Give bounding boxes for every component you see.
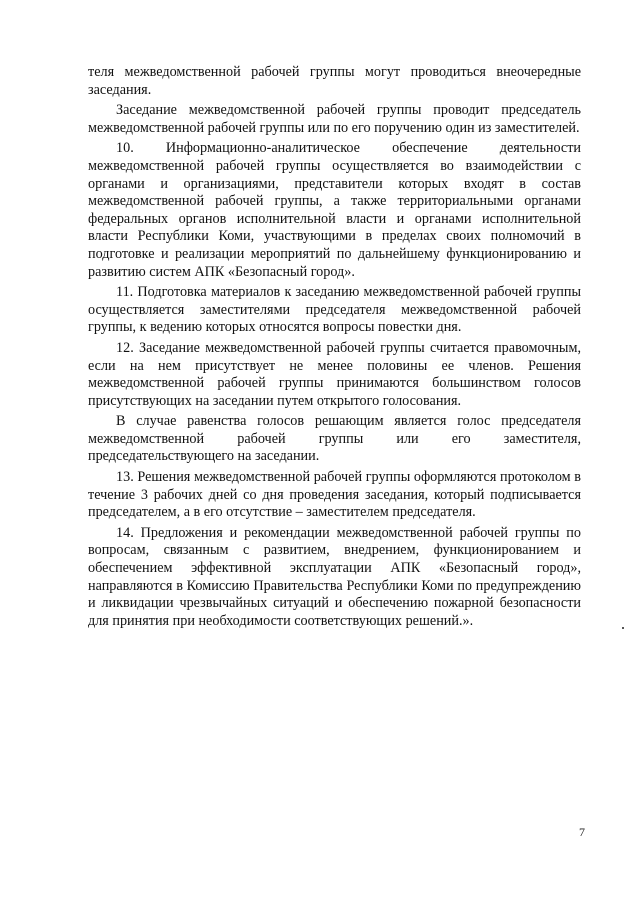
paragraph-item-11: 11. Подготовка материалов к заседанию межведомственной рабочей группы осуществляется заместителями председателя межведомственной рабочей группы, к ведению которых относятся вопросы повестки дня. <box>88 284 581 336</box>
paragraph-item-12: 12. Заседание межведомственной рабочей группы считается правомочным, если на нем присутствует не менее половины ее членов. Решения межведомственной рабочей группы принимаются большинством голосов присутствующих на заседании путем открытого голосования. <box>88 339 581 409</box>
paragraph-item-13: 13. Решения межведомственной рабочей группы оформляются протоколом в течение 3 рабочих дней со дня проведения заседания, который подписывается председателем, а в его отсутствие – заместителем председателя. <box>88 469 581 521</box>
paragraph-item-14: 14. Предложения и рекомендации межведомственной рабочей группы по вопросам, связанным с развитием, внедрением, функционированием и обеспечением эффективной эксплуатации АПК «Безопасный город», направляются в Комиссию Правительства Республики Коми по предупреждению и ликвидации чрезвычайных ситуаций и обеспечению пожарной безопасности для принятия при необходимости соответствующих решений.». <box>88 524 581 629</box>
paragraph-continuation: теля межведомственной рабочей группы могут проводиться внеочередные заседания. <box>88 64 581 98</box>
paragraph-tie-vote: В случае равенства голосов решающим является голос председателя межведомственной рабочей группы или его заместителя, председательствующего на заседании. <box>88 413 581 465</box>
scan-speck <box>622 627 624 629</box>
paragraph-item-10: 10. Информационно-аналитическое обеспечение деятельности межведомственной рабочей группы осуществляется во взаимодействии с органами и организациями, представители которых входят в состав межведомственной рабочей группы, а также территориальными органами федеральных органов исполнительной власти и органами исполнительной власти Республики Коми, участвующими в пределах своих полномочий в подготовке и реализации мероприятий по дальнейшему функционированию и развитию систем АПК «Безопасный город». <box>88 140 581 280</box>
document-body <box>88 64 581 633</box>
page-number: 7 <box>579 825 585 839</box>
paragraph-meeting-chair: Заседание межведомственной рабочей группы проводит председатель межведомственной рабочей группы или по его поручению один из заместителей. <box>88 102 581 136</box>
